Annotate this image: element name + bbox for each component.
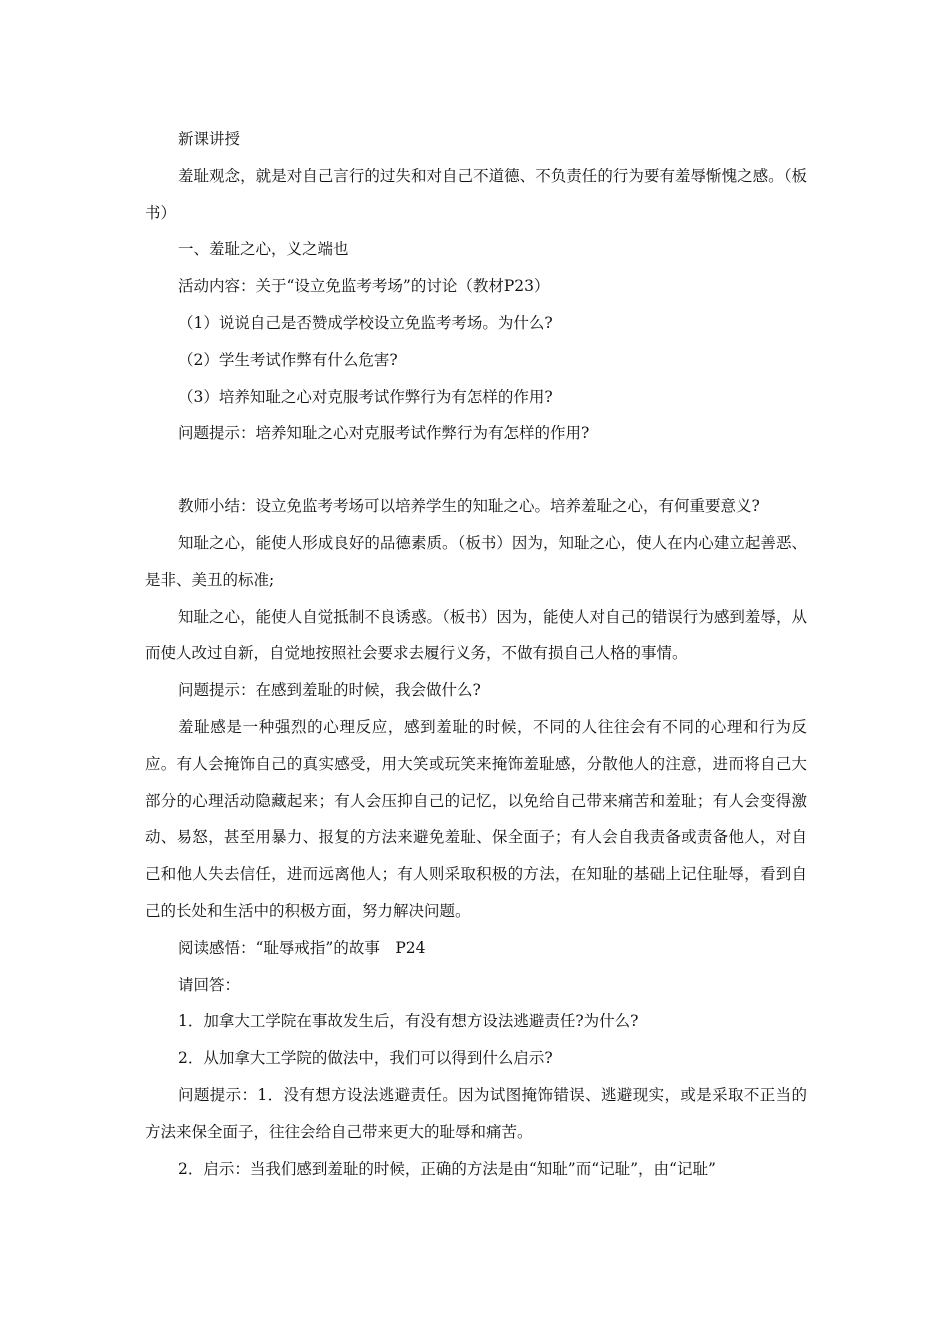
answer-question-1: 1．加拿大工学院在事故发生后，有没有想方设法逃避责任?为什么? xyxy=(178,1012,639,1031)
inspiration: 2．启示：当我们感到羞耻的时候，正确的方法是由“知耻”而“记耻”，由“记耻” xyxy=(178,1159,716,1178)
answer-question-2: 2．从加拿大工学院的做法中，我们可以得到什么启示? xyxy=(178,1049,553,1068)
activity-question-3: （3）培养知耻之心对克服考试作弊行为有怎样的作用? xyxy=(178,387,553,406)
blank-line xyxy=(145,452,807,488)
paragraph-shame-concept: 羞耻观念，就是对自己言行的过失和对自己不道德、不负责任的行为要有羞辱惭愧之感。（板书） xyxy=(145,166,807,222)
document-page xyxy=(145,121,807,1187)
activity-question-2: （2）学生考试作弊有什么危害? xyxy=(178,350,398,369)
paragraph-shame-reaction: 羞耻感是一种强烈的心理反应，感到羞耻的时候，不同的人往往会有不同的心理和行为反应。有人会掩饰自己的真实感受，用大笑或玩笑来掩饰羞耻感，分散他人的注意，进而将自己大部分的心理活动隐藏起来；有人会压抑自己的记忆，以免给自己带来痛苦和羞耻；有人会变得激动、易怒，甚至用暴力、报复的方法来避免羞耻、保全面子；有人会自我责备或责备他人，对自己和他人失去信任，进而远离他人；有人则采取积极的方法，在知耻的基础上记住耻辱，看到自己的长处和生活中的积极方面，努力解决问题。 xyxy=(145,717,807,920)
section-heading-one: 一、羞耻之心，义之端也 xyxy=(178,240,349,259)
activity-content: 活动内容：关于“设立免监考考场”的讨论（教材P23） xyxy=(178,277,550,296)
heading-new-lesson: 新课讲授 xyxy=(178,130,241,148)
reading-reflection: 阅读感悟：“耻辱戒指”的故事 P24 xyxy=(178,938,426,957)
question-hint-2: 问题提示：在感到羞耻的时候，我会做什么? xyxy=(178,681,481,700)
question-hint-1: 问题提示：培养知耻之心对克服考试作弊行为有怎样的作用? xyxy=(178,424,590,443)
activity-question-1: （1）说说自己是否赞成学校设立免监考考场。为什么? xyxy=(178,313,553,332)
teacher-summary: 教师小结：设立免监考考场可以培养学生的知耻之心。培养羞耻之心，有何重要意义? xyxy=(178,497,760,516)
paragraph-shame-resist: 知耻之心，能使人自觉抵制不良诱惑。（板书）因为，能使人对自己的错误行为感到羞辱，从而使人改过自新，自觉地按照社会要求去履行义务，不做有损自己人格的事情。 xyxy=(145,607,807,663)
please-answer: 请回答： xyxy=(178,975,241,994)
paragraph-shame-quality: 知耻之心，能使人形成良好的品德素质。（板书）因为，知耻之心，使人在内心建立起善恶、是非、美丑的标准; xyxy=(145,533,807,589)
question-hint-3: 问题提示：1．没有想方设法逃避责任。因为试图掩饰错误、逃避现实，或是采取不正当的方法来保全面子，往往会给自己带来更大的耻辱和痛苦。 xyxy=(145,1085,807,1141)
